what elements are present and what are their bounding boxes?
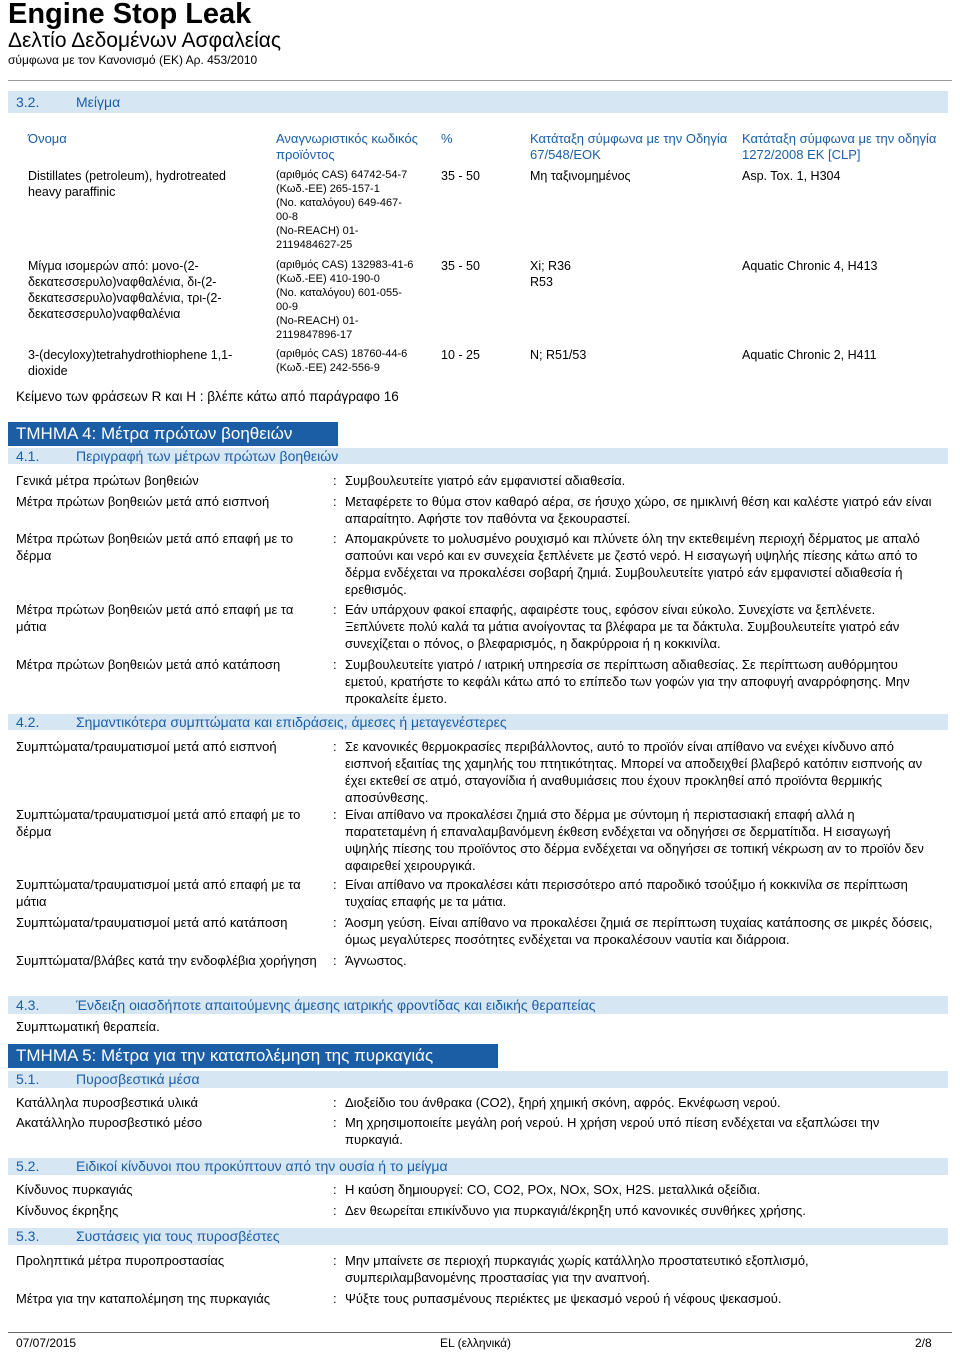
id-line: (αριθμός CAS) 64742-54-7	[276, 169, 408, 181]
colon: :	[333, 1182, 337, 1197]
first-aid-ingestion-label: Μέτρα πρώτων βοηθειών μετά από κατάποση	[16, 657, 281, 672]
subsection-3-2-bar	[8, 91, 948, 113]
subsection-title: Ένδειξη οιασδήποτε απαιτούμενης άμεσης ιατρικής φροντίδας και ειδικής θεραπείας	[76, 997, 596, 1013]
table-row-clp: Aquatic Chronic 2, H411	[742, 348, 877, 362]
fire-precautions-label: Προληπτικά μέτρα πυροπροστασίας	[16, 1253, 225, 1268]
subsection-number: 4.3.	[16, 997, 40, 1013]
colon: :	[333, 877, 337, 892]
explosion-hazard-value: Δεν θεωρείται επικίνδυνο για πυρκαγιά/έκρηξη υπό κανονικές συνθήκες χρήσης.	[345, 1203, 806, 1218]
symptoms-intravenous-label: Συμπτώματα/βλάβες κατά την ενδοφλέβια χορήγηση	[16, 953, 317, 968]
col-header-dsd: Κατάταξη σύμφωνα με την Οδηγία 67/548/ΕΟΚ	[530, 131, 728, 162]
id-line: (αριθμός CAS) 132983-41-6	[276, 259, 414, 271]
symptoms-inhalation-value: Σε κανονικές θερμοκρασίες περιβάλλοντος, αυτό το προϊόν είναι απίθανο να ενέχει κίνδυνο από εισπνοή εξαιτίας της χαμηλής του πτητικότητας. Μπορεί να αποδειχθεί βλαβερό κατόπιν εισπνοής αν έχει εκτεθεί σε ατμό, σταγονίδια ή αναθυμιάσεις που έχουν προκληθεί από προϊόντα θερμικής αποσύνθεσης.	[345, 739, 923, 805]
firefighting-measures-label: Μέτρα για την καταπολέμηση της πυρκαγιάς	[16, 1291, 270, 1306]
subsection-title: Μείγμα	[76, 94, 121, 110]
id-line: 2119847896-17	[276, 329, 353, 341]
product-name: Engine Stop Leak	[8, 0, 252, 30]
fire-hazard-value: Η καύση δημιουργεί: CO, CO2, POx, NOx, SOx, H2S. μεταλλικά οξείδια.	[345, 1182, 761, 1197]
colon: :	[333, 953, 337, 968]
fire-hazard-label: Κίνδυνος πυρκαγιάς	[16, 1182, 133, 1197]
extinguishing-suitable-value: Διοξείδιο του άνθρακα (CO2), ξηρή χημική σκόνη, αφρός. Εκνέφωση νερού.	[345, 1095, 781, 1110]
regulation-reference: σύμφωνα με τον Κανονισμό (ΕΚ) Αρ. 453/2010	[8, 53, 258, 67]
col-header-id: Αναγνωριστικός κωδικός προϊόντος	[276, 131, 418, 162]
subsection-title: Σημαντικότερα συμπτώματα και επιδράσεις, άμεσες ή μεταγενέστερες	[76, 714, 507, 730]
colon: :	[333, 807, 337, 822]
treatment-text: Συμπτωματική θεραπεία.	[16, 1019, 160, 1034]
extinguishing-unsuitable-label: Ακατάλληλο πυροσβεστικό μέσο	[16, 1115, 203, 1130]
table-row-pct: 35 - 50	[441, 259, 480, 273]
colon: :	[333, 602, 337, 617]
colon: :	[333, 1291, 337, 1306]
subsection-number: 3.2.	[16, 94, 40, 110]
r-h-phrases-note: Κείμενο των φράσεων R και H : βλέπε κάτω από παράγραφο 16	[16, 389, 399, 404]
subsection-5-2-bar	[8, 1158, 948, 1175]
table-row-pct: 10 - 25	[441, 348, 480, 362]
subsection-number: 5.1.	[16, 1071, 40, 1087]
id-line: (Κωδ.-ΕΕ) 265-157-1	[276, 183, 380, 195]
footer-page-number: 2/8	[915, 1336, 932, 1350]
subsection-number: 5.3.	[16, 1228, 40, 1244]
first-aid-inhalation-value: Μεταφέρετε το θύμα στον καθαρό αέρα, σε ήσυχο χώρο, σε ημικλινή θέση και καλέστε γιατρό εάν είναι απαραίτητο. Αφήστε τον παθόντα να ξεκουραστεί.	[345, 494, 932, 526]
colon: :	[333, 1253, 337, 1268]
first-aid-eyes-label: Μέτρα πρώτων βοηθειών μετά από επαφή με τα μάτια	[16, 602, 294, 634]
table-row-ids	[276, 258, 436, 342]
extinguishing-unsuitable-value: Μη χρησιμοποιείτε μεγάλη ροή νερού. Η χρήση νερού υπό πίεση ενδέχεται να εξαπλώσει την πυρκαγιά.	[345, 1115, 880, 1147]
subsection-4-3-bar	[8, 996, 948, 1014]
footer-language: EL (ελληνικά)	[440, 1336, 512, 1350]
symptoms-intravenous-value: Άγνωστος.	[345, 953, 407, 968]
first-aid-general-value: Συμβουλευτείτε γιατρό εάν εμφανιστεί αδιαθεσία.	[345, 473, 626, 488]
id-line: (Νο. καταλόγου) 601-055-	[276, 287, 402, 299]
id-line: 2119484627-25	[276, 239, 353, 251]
first-aid-inhalation-label: Μέτρα πρώτων βοηθειών μετά από εισπνοή	[16, 494, 270, 509]
header-divider	[8, 80, 952, 81]
subsection-5-1-bar	[8, 1071, 948, 1088]
colon: :	[333, 473, 337, 488]
subsection-number: 4.2.	[16, 714, 40, 730]
table-row-dsd: N; R51/53	[530, 348, 587, 362]
colon: :	[333, 1095, 337, 1110]
table-row-dsd: Xi; R36 R53	[530, 259, 571, 289]
colon: :	[333, 657, 337, 672]
colon: :	[333, 739, 337, 754]
symptoms-eyes-value: Είναι απίθανο να προκαλέσει κάτι περισσότερο από παροδικό τσούξιμο ή κοκκινίλα σε περίπτωση τυχαίας επαφής με τα μάτια.	[345, 877, 908, 909]
document-header	[8, 0, 281, 68]
explosion-hazard-label: Κίνδυνος έκρηξης	[16, 1203, 119, 1218]
id-line: (Κωδ.-ΕΕ) 242-556-9	[276, 362, 380, 374]
id-line: (Νο-REACH) 01-	[276, 315, 359, 327]
footer-date: 07/07/2015	[16, 1336, 77, 1350]
colon: :	[333, 1115, 337, 1130]
subsection-4-1-bar	[8, 448, 948, 464]
col-header-pct: %	[441, 131, 453, 146]
subsection-number: 5.2.	[16, 1158, 40, 1174]
firefighting-measures-value: Ψύξτε τους ρυπασμένους περιέκτες με ψεκασμό νερού ή νέφους ψεκασμού.	[345, 1291, 782, 1306]
table-row-name: Μίγμα ισομερών από: μονο-(2-δεκατεσσερυλο)ναφθαλένια, δι-(2-δεκατεσσερυλο)ναφθαλένια, τρι-(2-δεκατεσσερυλο)ναφθαλένια	[28, 259, 222, 321]
footer-divider	[8, 1332, 952, 1333]
symptoms-skin-label: Συμπτώματα/τραυματισμοί μετά από επαφή με το δέρμα	[16, 807, 301, 839]
id-line: (Κωδ.-ΕΕ) 410-190-0	[276, 273, 380, 285]
table-row-clp: Asp. Tox. 1, H304	[742, 169, 841, 183]
col-header-clp: Κατάταξη σύμφωνα με την οδηγία 1272/2008 ΕΚ [CLP]	[742, 131, 937, 162]
extinguishing-suitable-label: Κατάλληλα πυροσβεστικά υλικά	[16, 1095, 199, 1110]
subsection-title: Περιγραφή των μέτρων πρώτων βοηθειών	[76, 448, 339, 464]
fire-precautions-value: Μην μπαίνετε σε περιοχή πυρκαγιάς χωρίς κατάλληλο προστατευτικό εξοπλισμό, συμπεριλαμβανομένης προστασίας για την αναπνοή.	[345, 1253, 809, 1285]
subsection-title: Ειδικοί κίνδυνοι που προκύπτουν από την ουσία ή το μείγμα	[76, 1158, 448, 1174]
table-row-dsd: Μη ταξινομημένος	[530, 169, 631, 183]
document-type: Δελτίο Δεδομένων Ασφαλείας	[8, 29, 282, 52]
first-aid-skin-value: Απομακρύνετε το μολυσμένο ρουχισμό και πλύνετε όλη την εκτεθειμένη περιοχή δέρματος με απαλό σαπούνι και νερό και εν συνεχεία ξεπλένετε με ζεστό νερό. Η εισαγωγή υψηλής πίεσης κάτω από το δέρμα ενδέχεται να προκαλέσει σοβαρή ζημιά. Συμβουλευτείτε γιατρό εάν εμφανιστεί αδιαθεσία ή ερεθισμός.	[345, 531, 920, 597]
subsection-number: 4.1.	[16, 448, 40, 464]
table-row-ids	[276, 347, 436, 375]
first-aid-eyes-value: Εάν υπάρχουν φακοί επαφής, αφαιρέστε τους, εφόσον είναι εύκολο. Συνεχίστε να ξεπλένετε. Ξεπλύνετε πολύ καλά τα μάτια ανοίγοντας τα βλέφαρα με τα δάκτυλα. Συμβουλευτείτε γιατρό εάν συνεχίζεται ο πόνος, ο βλεφαρισμός, η δακρύρροια ή η κοκκινίλα.	[345, 602, 900, 651]
table-row-name: 3-(decyloxy)tetrahydrothiophene 1,1-dioxide	[28, 348, 233, 378]
col-header-name: Όνομα	[28, 131, 67, 146]
subsection-5-3-bar	[8, 1228, 948, 1245]
symptoms-ingestion-value: Άοσμη γεύση. Είναι απίθανο να προκαλέσει ζημιά σε περίπτωση τυχαίας κατάποσης σε μικρές δόσεις, όμως μεγαλύτερες ποσότητες ενδέχεται να προκαλέσουν ναυτία και διάρροια.	[345, 915, 933, 947]
table-row-ids	[276, 168, 436, 252]
table-row-pct: 35 - 50	[441, 169, 480, 183]
symptoms-eyes-label: Συμπτώματα/τραυματισμοί μετά από επαφή με τα μάτια	[16, 877, 301, 909]
section-5-title: ΤΜΗΜΑ 5: Μέτρα για την καταπολέμηση της πυρκαγιάς	[8, 1044, 498, 1068]
colon: :	[333, 494, 337, 509]
id-line: (Νο. καταλόγου) 649-467-	[276, 197, 402, 209]
colon: :	[333, 1203, 337, 1218]
symptoms-inhalation-label: Συμπτώματα/τραυματισμοί μετά από εισπνοή	[16, 739, 277, 754]
id-line: (αριθμός CAS) 18760-44-6	[276, 348, 408, 360]
symptoms-ingestion-label: Συμπτώματα/τραυματισμοί μετά από κατάποση	[16, 915, 288, 930]
first-aid-general-label: Γενικά μέτρα πρώτων βοηθειών	[16, 473, 199, 488]
section-4-title: ΤΜΗΜΑ 4: Μέτρα πρώτων βοηθειών	[8, 422, 338, 446]
colon: :	[333, 915, 337, 930]
table-row-clp: Aquatic Chronic 4, H413	[742, 259, 878, 273]
subsection-title: Συστάσεις για τους πυροσβέστες	[76, 1228, 280, 1244]
subsection-title: Πυροσβεστικά μέσα	[76, 1071, 200, 1087]
first-aid-skin-label: Μέτρα πρώτων βοηθειών μετά από επαφή με το δέρμα	[16, 531, 294, 563]
subsection-4-2-bar	[8, 714, 948, 730]
id-line: 00-8	[276, 211, 299, 223]
table-row-name: Distillates (petroleum), hydrotreated heavy paraffinic	[28, 169, 226, 199]
colon: :	[333, 531, 337, 546]
first-aid-ingestion-value: Συμβουλευτείτε γιατρό / ιατρική υπηρεσία σε περίπτωση αδιαθεσίας. Σε περίπτωση αυθόρμητου εμετού, κρατήστε το κεφάλι κάτω από το επίπεδο των γοφών για την αποφυγή αναρρόφησης. Μην προκαλείτε έμετο.	[345, 657, 910, 706]
id-line: (Νο-REACH) 01-	[276, 225, 359, 237]
id-line: 00-9	[276, 301, 299, 313]
symptoms-skin-value: Είναι απίθανο να προκαλέσει ζημιά στο δέρμα με σύντομη ή περιστασιακή επαφή αλλά η παρατεταμένη ή επαναλαμβανόμενη έκθεση ενδέχεται να οδηγήσει σε δερματίτιδα. Η εισαγωγή υψηλής πίεσης του προϊόντος στο δέρμα ενδέχεται να οδηγήσει σε τοπική νέκρωση αν το προϊόν δεν αφαιρεθεί χειρουργικά.	[345, 807, 924, 873]
